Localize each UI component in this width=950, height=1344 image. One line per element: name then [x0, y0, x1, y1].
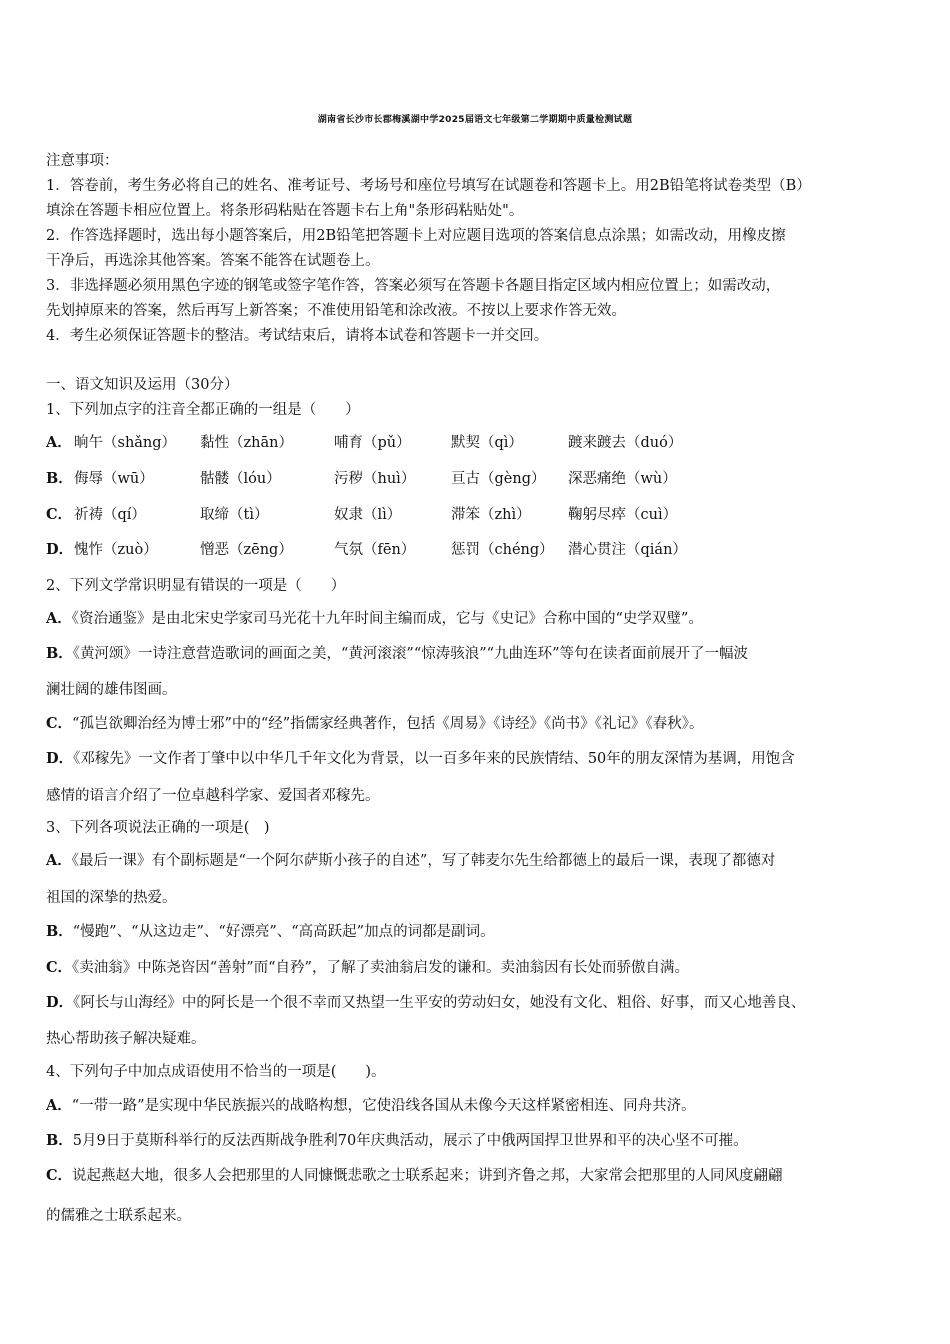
option-item: 鞠躬尽瘁（cuì）: [568, 507, 678, 523]
option-line: [46, 993, 805, 1013]
notice-heading: 注意事项：: [46, 153, 119, 169]
option-item: 默契（qì）: [451, 435, 523, 451]
option-label: C．: [46, 506, 73, 523]
option-text: 《最后一课》有个副标题是“一个阿尔萨斯小孩子的自述”，写了韩麦尔先生给都德上的最后一课，表现了都德对: [71, 853, 776, 869]
option-line: [46, 749, 795, 769]
option-item: 哺育（pǔ）: [334, 435, 411, 451]
option-item: 滞笨（zhì）: [451, 507, 531, 523]
page-title: 湖南省长沙市长郡梅溪湖中学2025届语文七年级第二学期期中质量检测试题: [317, 115, 633, 125]
option-item: 踱来踱去（duó）: [568, 435, 683, 451]
option-line: [46, 1131, 748, 1151]
option-line: [46, 644, 748, 664]
option-label: A．: [46, 1097, 72, 1114]
option-label: C．: [46, 959, 73, 976]
option-label: A．: [46, 610, 72, 627]
option-item: 污秽（huì）: [334, 471, 416, 487]
option-item: 侮辱（wū）: [74, 471, 154, 487]
option-line-continued: 热心帮助孩子解决疑难。: [46, 1031, 206, 1047]
option-line: [46, 851, 775, 871]
option-label: C．: [46, 715, 73, 732]
notice-line: 2．作答选择题时，选出每小题答案后，用2B铅笔把答题卡上对应题目选项的答案信息点涂黑；如需改动，用橡皮擦: [46, 228, 786, 244]
option-label: D．: [46, 994, 74, 1011]
option-label: A．: [46, 434, 72, 451]
option-label: A．: [46, 852, 72, 869]
option-line: [46, 1166, 783, 1186]
option-text: 《阿长与山海经》中的阿长是一个很不幸而又热望一生平安的劳动妇女，她没有文化、粗俗、好事，而又心地善良、: [73, 995, 806, 1011]
option-text: 5月9日于莫斯科举行的反法西斯战争胜利70年庆典活动，展示了中俄两国捍卫世界和平的决心坚不可摧。: [72, 1133, 748, 1149]
question-4-stem: 4、下列句子中加点成语使用不恰当的一项是( )。: [46, 1064, 386, 1080]
option-text: 《黄河颂》一诗注意营造歌词的画面之美，“黄河滚滚”“惊涛骇浪”“九曲连环”等句在读者面前展开了一幅波: [72, 646, 748, 662]
option-line: [46, 1096, 696, 1116]
question-3-stem: 3、下列各项说法正确的一项是( ): [46, 820, 270, 836]
option-item: 潜心贯注（qián）: [568, 542, 687, 558]
option-text: 《卖油翁》中陈尧咨因“善射”而“自矜”，了解了卖油翁启发的谦和。卖油翁因有长处而骄傲自满。: [72, 960, 689, 976]
option-text: “一带一路”是实现中华民族振兴的战略构想，它使沿线各国从未像今天这样紧密相连、同舟共济。: [71, 1098, 696, 1114]
notice-line: 填涂在答题卡相应位置上。将条形码粘贴在答题卡右上角"条形码粘贴处"。: [46, 203, 524, 219]
option-label: B．: [46, 470, 73, 487]
option-text: “孤岂欲卿治经为博士邪”中的“经”指儒家经典著作，包括《周易》《诗经》《尚书》《礼记》《春秋》。: [72, 716, 704, 732]
option-line-continued: 感情的语言介绍了一位卓越科学家、爱国者邓稼先。: [46, 788, 380, 804]
notice-line: 3．非选择题必须用黑色字迹的钢笔或签字笔作答，答案必须写在答题卡各题目指定区域内相应位置上；如需改动，: [46, 278, 781, 294]
option-line-continued: 澜壮阔的雄伟图画。: [46, 682, 177, 698]
option-text: 说起燕赵大地，很多人会把那里的人同慷慨悲歌之士联系起来；讲到齐鲁之邦，大家常会把那里的人同风度翩翩: [72, 1168, 783, 1184]
option-item: 晌午（shǎng）: [74, 435, 177, 451]
option-line: [46, 922, 495, 942]
notice-line: 1．答卷前，考生务必将自己的姓名、准考证号、考场号和座位号填写在试题卷和答题卡上。用2B铅笔将试卷类型（B）: [46, 178, 811, 194]
notice-line: 4．考生必须保证答题卡的整洁。考试结束后，请将本试卷和答题卡一并交回。: [46, 328, 549, 344]
option-item: 憎恶（zēng）: [200, 542, 293, 558]
option-label: D．: [46, 541, 74, 558]
question-1-stem: 1、下列加点字的注音全都正确的一组是（ ）: [46, 402, 360, 418]
option-line-continued: 祖国的深挚的热爱。: [46, 890, 177, 906]
option-label: B．: [46, 645, 73, 662]
option-line: [46, 958, 689, 978]
option-item: 祈祷（qí）: [74, 507, 146, 523]
option-item: 取缔（tì）: [200, 507, 269, 523]
option-item: 黏性（zhān）: [200, 435, 293, 451]
notice-line: 干净后，再选涂其他答案。答案不能答在试题卷上。: [46, 253, 380, 269]
option-line: [46, 714, 703, 734]
option-label: C．: [46, 1167, 73, 1184]
option-item: 愧怍（zuò）: [74, 542, 158, 558]
option-item: 亘古（gèng）: [451, 471, 546, 487]
option-line: [46, 609, 703, 629]
option-item: 奴隶（lì）: [334, 507, 402, 523]
option-text: “慢跑”、“从这边走”、“好漂亮”、“高高跃起”加点的词都是副词。: [72, 924, 495, 940]
question-2-stem: 2、下列文学常识明显有错误的一项是（ ）: [46, 578, 346, 594]
section-heading: 一、语文知识及运用（30分）: [46, 377, 239, 393]
option-item: 气氛（fēn）: [334, 542, 416, 558]
option-item: 骷髅（lóu）: [200, 471, 281, 487]
option-item: 深恶痛绝（wù）: [568, 471, 677, 487]
option-line-continued: 的儒雅之士联系起来。: [46, 1208, 191, 1224]
notice-line: 先划掉原来的答案，然后再写上新答案；不准使用铅笔和涂改液。不按以上要求作答无效。: [46, 303, 626, 319]
option-label: B．: [46, 1132, 73, 1149]
option-item: 惩罚（chéng）: [451, 542, 554, 558]
option-label: B．: [46, 923, 73, 940]
option-text: 《邓稼先》一文作者丁肇中以中华几千年文化为背景，以一百多年来的民族情结、50年的朋友深情为基调，用饱含: [73, 751, 795, 767]
option-text: 《资治通鉴》是由北宋史学家司马光花十九年时间主编而成，它与《史记》合称中国的“史学双璧”。: [71, 611, 703, 627]
option-label: D．: [46, 750, 74, 767]
